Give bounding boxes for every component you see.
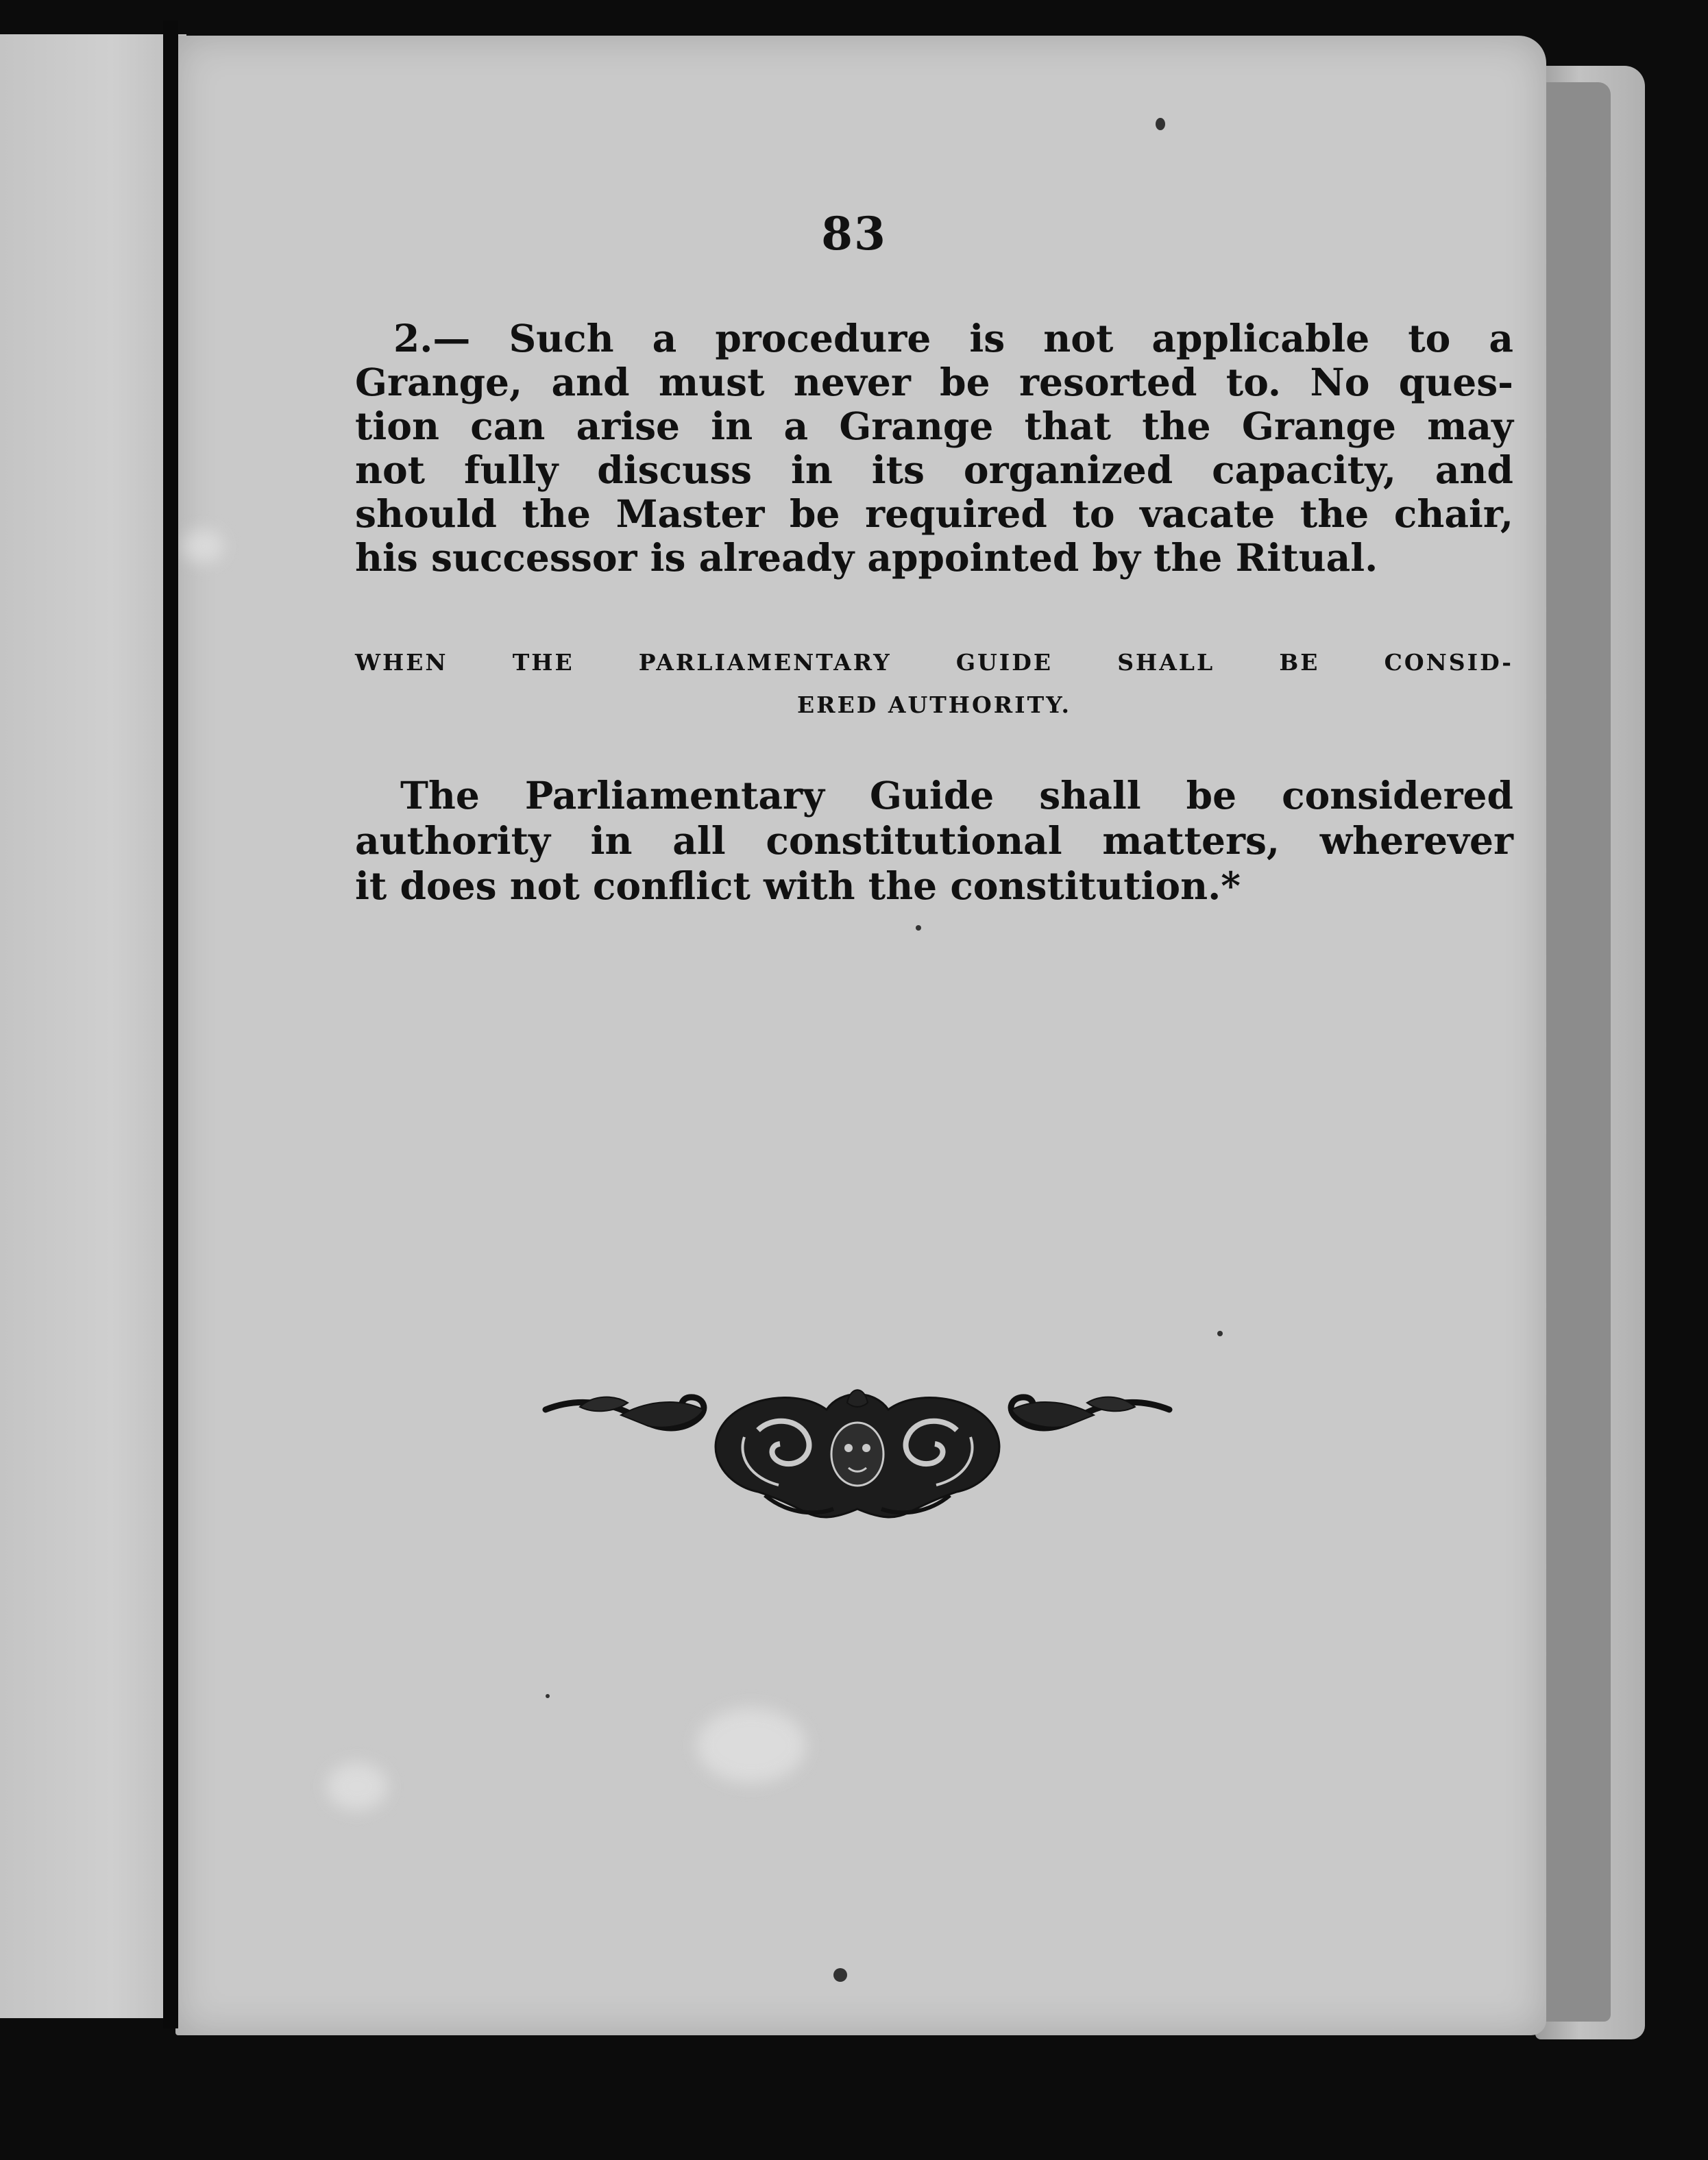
- paper-smudge: [326, 1763, 388, 1811]
- paragraph-parliamentary-guide: [355, 773, 1513, 909]
- text-line: it does not conflict with the constitution.*: [355, 863, 1241, 908]
- text-line: his successor is already appointed by the Ritual.: [355, 535, 1378, 580]
- paper-speck: [1217, 1331, 1223, 1336]
- paper-speck: [546, 1694, 550, 1698]
- paper-speck: [1156, 118, 1165, 130]
- text-line: not fully discuss in its organized capacity, and: [355, 447, 1513, 492]
- paper-speck: [916, 925, 921, 931]
- text-line: Grange, and must never be resorted to. No ques-: [355, 360, 1513, 404]
- heading-line: ERED AUTHORITY.: [797, 691, 1071, 718]
- heading-line: WHEN THE PARLIAMENTARY GUIDE SHALL BE CONSID-: [355, 649, 1513, 676]
- paragraph-procedure: [355, 317, 1513, 580]
- floral-tailpiece-ornament: [539, 1382, 1176, 1519]
- text-line: The Parliamentary Guide shall be considered: [400, 773, 1513, 818]
- text-line: 2.— Such a procedure is not applicable to a: [393, 316, 1513, 360]
- text-line: tion can arise in a Grange that the Grange may: [355, 404, 1513, 448]
- left-facing-page: [0, 34, 186, 2018]
- text-line: authority in all constitutional matters, wherever: [355, 818, 1513, 863]
- page-number: 83: [821, 207, 887, 260]
- section-heading: [355, 641, 1513, 726]
- paper-smudge: [696, 1708, 806, 1783]
- paper-speck: [833, 1968, 847, 1982]
- paper-smudge: [182, 529, 223, 563]
- book-page: [175, 36, 1546, 2035]
- book-gutter: [163, 21, 178, 2028]
- text-line: should the Master be required to vacate the chair,: [355, 491, 1513, 536]
